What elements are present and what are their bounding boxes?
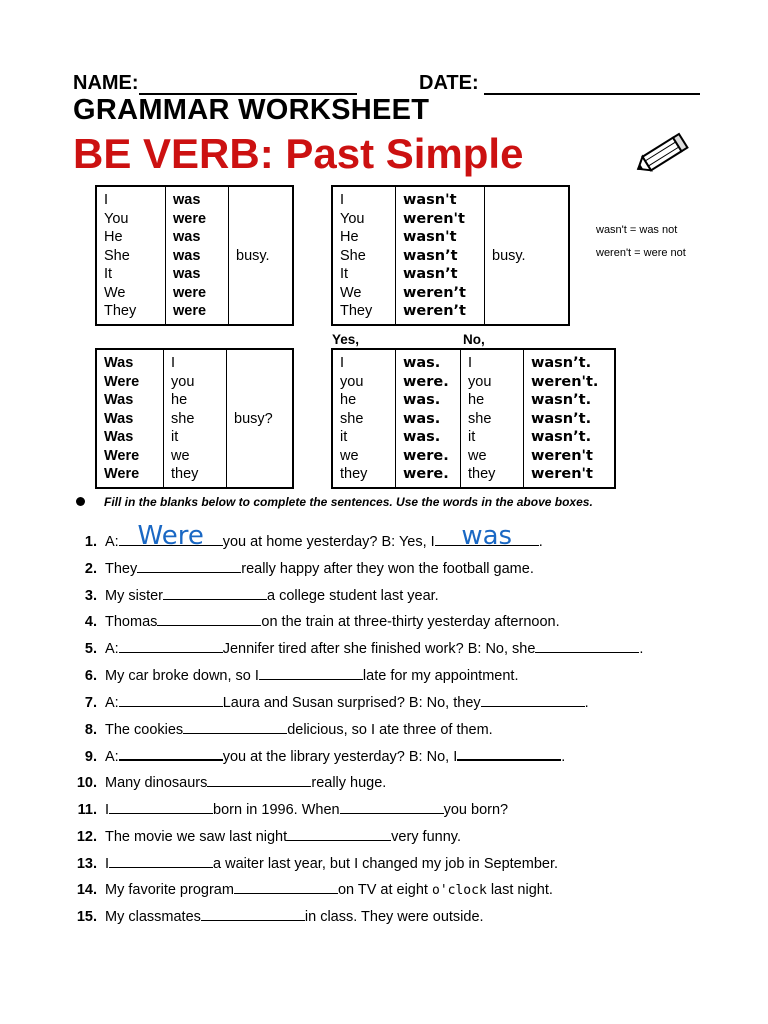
worksheet-title: GRAMMAR WORKSHEET — [73, 94, 430, 126]
was-were-negative-table — [331, 185, 570, 326]
exercise-item — [70, 879, 553, 898]
table-word: was. — [403, 429, 441, 445]
pronoun-column — [332, 186, 396, 325]
exercise-item — [70, 745, 565, 765]
table-word: wasn’t. — [531, 429, 592, 445]
answer-blank[interactable] — [207, 772, 311, 787]
table-word: was. — [403, 392, 441, 408]
table-word: You — [340, 210, 365, 227]
exercise-number: 13. — [76, 855, 97, 872]
answer-blank[interactable] — [119, 745, 223, 761]
exercise-item — [70, 665, 518, 684]
table-word: She — [340, 247, 366, 264]
no-label: No, — [463, 332, 485, 347]
date-field — [419, 72, 700, 95]
adjective-cell: busy. — [236, 247, 270, 264]
table-word: were — [173, 303, 207, 319]
table-word: was — [173, 266, 201, 282]
handwritten-answer: Were — [137, 521, 204, 551]
answer-blank[interactable] — [259, 665, 363, 680]
table-word: Was — [104, 410, 134, 427]
contraction-note-werent: weren't = were not — [596, 247, 686, 259]
exercise-text: . — [639, 641, 644, 658]
table-word: I — [104, 192, 109, 208]
name-field — [73, 72, 357, 95]
pencil-icon — [632, 128, 692, 180]
exercise-item — [70, 853, 558, 872]
table-word: it — [468, 429, 476, 445]
table-word: you — [468, 373, 492, 390]
answer-blank[interactable] — [119, 638, 223, 653]
table-word: Was — [104, 429, 134, 445]
exercise-text: on the train at three-thirty yesterday afternoon. — [261, 614, 560, 631]
table-word: weren't — [531, 466, 593, 482]
table-word: was — [173, 247, 201, 264]
table-word: He — [104, 229, 123, 245]
table-word: weren’t — [403, 284, 466, 301]
table-word: He — [340, 229, 359, 245]
adjective-cell: busy? — [234, 410, 273, 427]
table-word: wasn't — [403, 192, 457, 208]
exercise-text: . — [561, 749, 566, 766]
exercise-text: . — [584, 694, 589, 711]
exercise-text: really happy after they won the football game. — [241, 560, 534, 577]
table-word: weren't — [531, 447, 593, 464]
was-were-question-table — [95, 348, 294, 489]
exercise-text: Laura and Susan surprised? B: No, they — [222, 694, 481, 711]
answer-blank[interactable] — [119, 521, 223, 551]
answer-blank[interactable] — [234, 879, 338, 894]
table-word: weren't — [403, 210, 465, 227]
exercise-text: o'clock — [432, 883, 487, 899]
exercise-text: really huge. — [311, 775, 387, 792]
exercise-number: 10. — [76, 775, 97, 792]
exercise-number: 9. — [84, 749, 97, 766]
answer-blank[interactable] — [535, 638, 639, 653]
answer-blank[interactable] — [183, 719, 287, 734]
table-word: I — [340, 355, 345, 371]
exercise-item — [70, 521, 543, 551]
table-word: you — [340, 373, 364, 390]
answer-blank[interactable] — [435, 521, 539, 551]
table-word: wasn’t — [403, 266, 458, 282]
verb-column — [166, 186, 229, 325]
exercise-text: My sister — [105, 587, 163, 604]
exercise-item — [70, 799, 508, 818]
exercise-number: 4. — [84, 614, 97, 631]
answer-blank[interactable] — [137, 558, 241, 573]
table-word: We — [340, 284, 362, 301]
yes-label: Yes, — [332, 332, 360, 347]
exercise-text: last night. — [490, 882, 553, 899]
table-word: we — [468, 447, 487, 464]
table-word: was. — [403, 410, 441, 427]
table-word: They — [340, 303, 373, 319]
adjective-cell: busy. — [492, 247, 526, 264]
exercise-text: A: — [105, 534, 119, 550]
name-label: NAME: — [73, 72, 139, 94]
exercise-number: 2. — [84, 560, 97, 577]
no-pronoun-column — [461, 349, 524, 488]
exercise-text: My classmates — [105, 909, 201, 926]
table-word: he — [171, 392, 188, 408]
exercise-item — [70, 719, 493, 738]
table-word: was. — [403, 355, 441, 371]
yes-pronoun-column — [332, 349, 396, 488]
table-word: they — [468, 466, 496, 482]
table-word: he — [340, 392, 357, 408]
table-word: I — [171, 355, 176, 371]
bullet-icon — [76, 497, 85, 506]
table-word: wasn't — [403, 229, 457, 245]
table-word: wasn’t. — [531, 410, 592, 427]
pronoun-column — [96, 186, 166, 325]
exercise-number: 5. — [84, 641, 97, 658]
exercise-text: late for my appointment. — [362, 668, 519, 684]
exercise-text: a college student last year. — [267, 587, 439, 604]
answer-blank[interactable] — [109, 853, 213, 868]
table-word: wasn’t — [403, 247, 458, 264]
exercise-item — [70, 826, 461, 845]
answer-blank[interactable] — [157, 611, 261, 626]
exercise-number: 1. — [84, 534, 97, 550]
handwritten-answer: was — [461, 521, 513, 551]
table-word: it — [171, 429, 179, 445]
contraction-note-wasnt: wasn't = was not — [596, 224, 678, 236]
answer-blank[interactable] — [119, 692, 223, 707]
exercise-number: 11. — [77, 802, 97, 818]
date-label: DATE: — [419, 72, 479, 94]
table-word: Were — [104, 466, 140, 482]
instructions: Fill in the blanks below to complete the sentences. Use the words in the above boxes. — [104, 495, 593, 509]
table-word: were — [173, 210, 207, 227]
exercise-number: 8. — [84, 721, 97, 738]
table-word: were — [173, 284, 207, 301]
was-were-affirmative-table — [95, 185, 294, 326]
no-verb-column — [524, 349, 616, 488]
exercise-text: My favorite program — [105, 882, 234, 899]
exercise-text: on TV at eight — [337, 882, 428, 899]
exercise-item — [70, 611, 560, 630]
pronoun-column — [164, 349, 227, 488]
exercise-text: I — [105, 855, 110, 872]
table-word: was — [173, 192, 201, 208]
table-word: she — [171, 410, 195, 427]
short-answers-table — [331, 348, 616, 489]
table-word: were. — [403, 447, 449, 464]
table-word: They — [104, 303, 137, 319]
answer-blank[interactable] — [287, 826, 391, 841]
answer-blank[interactable] — [201, 906, 305, 921]
answer-blank[interactable] — [457, 745, 561, 761]
answer-blank[interactable] — [163, 585, 267, 600]
answer-blank[interactable] — [109, 799, 213, 814]
table-word: weren't. — [531, 373, 599, 390]
table-word: Was — [104, 355, 134, 371]
table-word: was — [173, 229, 201, 245]
table-word: Were — [104, 373, 140, 390]
exercise-text: . — [538, 534, 543, 550]
exercise-text: very funny. — [391, 828, 461, 845]
exercise-text: Many dinosaurs — [105, 775, 208, 792]
exercise-text: in class. They were outside. — [304, 909, 484, 926]
table-word: You — [104, 210, 129, 227]
table-word: were. — [403, 466, 449, 482]
exercise-number: 15. — [76, 909, 97, 926]
answer-blank[interactable] — [340, 799, 444, 814]
exercise-text: I — [105, 802, 110, 818]
exercise-text: born in 1996. When — [213, 802, 340, 818]
exercise-number: 7. — [84, 694, 97, 711]
table-word: We — [104, 284, 126, 301]
table-word: wasn’t. — [531, 392, 592, 408]
exercise-text: delicious, so I ate three of them. — [287, 721, 493, 738]
exercise-text: you at the library yesterday? B: No, I — [222, 749, 458, 766]
exercise-text: A: — [105, 641, 119, 658]
exercise-number: 14. — [76, 882, 97, 899]
exercise-text: you born? — [443, 802, 509, 818]
table-word: she — [340, 410, 364, 427]
table-word: she — [468, 410, 492, 427]
exercise-text: Jennifer tired after she finished work? B: No, she — [222, 641, 536, 658]
table-word: It — [340, 266, 349, 282]
exercise-text: A: — [105, 694, 119, 711]
table-word: we — [340, 447, 359, 464]
exercise-text: Thomas — [105, 614, 158, 631]
table-word: I — [468, 355, 473, 371]
table-word: Were — [104, 447, 140, 464]
yes-verb-column — [396, 349, 461, 488]
table-word: you — [171, 373, 195, 390]
exercise-text: A: — [105, 749, 119, 766]
negative-verb-column — [396, 186, 485, 325]
name-blank[interactable] — [139, 73, 357, 95]
table-word: he — [468, 392, 485, 408]
worksheet-subtitle: BE VERB: Past Simple — [73, 130, 524, 177]
verb-column — [96, 349, 164, 488]
table-word: they — [340, 466, 368, 482]
date-blank[interactable] — [484, 73, 700, 95]
table-word: Was — [104, 392, 134, 408]
table-word: were. — [403, 373, 449, 390]
exercise-text: you at home yesterday? B: Yes, I — [222, 534, 435, 550]
exercise-number: 12. — [76, 828, 97, 845]
table-word: wasn’t. — [531, 355, 592, 371]
exercise-text: My car broke down, so I — [105, 668, 259, 684]
exercise-text: They — [105, 560, 138, 577]
exercise-item — [70, 558, 534, 577]
table-word: we — [171, 447, 190, 464]
table-word: they — [171, 466, 199, 482]
table-word: it — [340, 429, 348, 445]
exercise-text: The movie we saw last night — [105, 828, 288, 845]
exercise-item — [70, 638, 643, 657]
exercise-number: 6. — [84, 668, 97, 684]
exercise-text: a waiter last year, but I changed my job in September. — [213, 855, 559, 872]
exercise-item — [70, 772, 386, 791]
exercise-item — [70, 692, 589, 711]
exercise-text: The cookies — [105, 721, 184, 738]
table-word: weren’t — [403, 303, 466, 319]
exercise-number: 3. — [84, 587, 97, 604]
table-word: I — [340, 192, 345, 208]
table-word: She — [104, 247, 130, 264]
exercise-item — [70, 906, 484, 925]
answer-blank[interactable] — [481, 692, 585, 707]
table-word: It — [104, 266, 113, 282]
exercise-item — [70, 585, 439, 604]
